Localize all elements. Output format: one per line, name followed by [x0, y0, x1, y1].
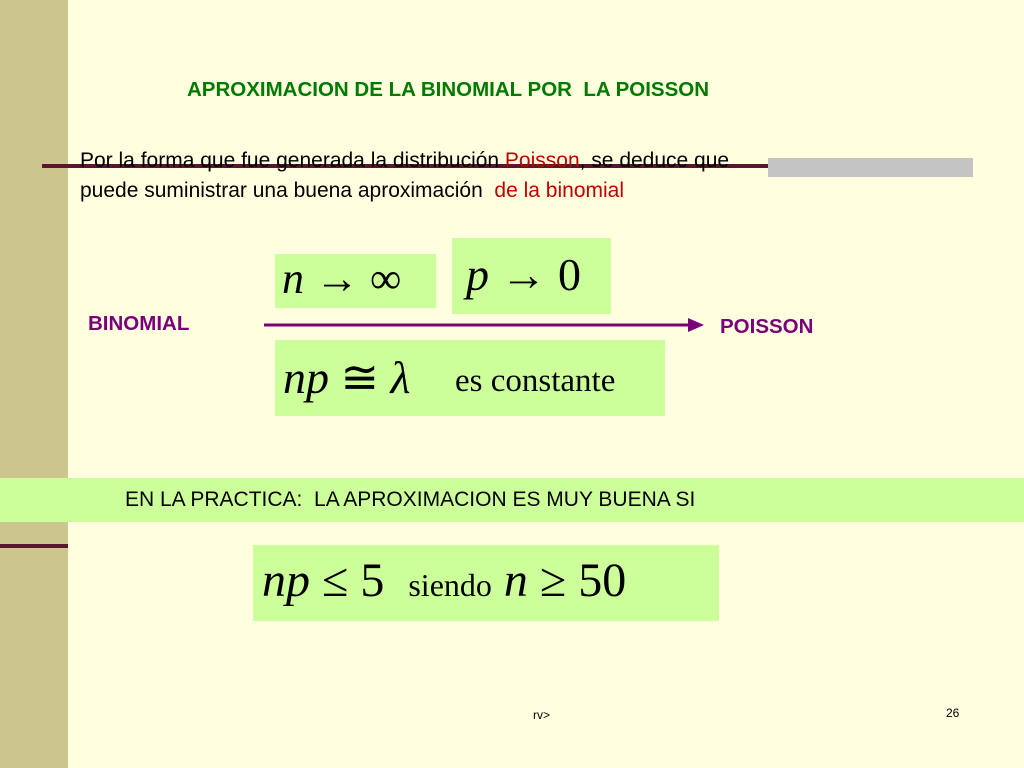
greater-equal-symbol: ≥	[539, 554, 567, 607]
condition-np-var: np	[262, 554, 310, 607]
formula-p-to-zero	[466, 249, 581, 300]
condition-n-var: n	[503, 554, 528, 607]
zero-value: 0	[558, 249, 581, 300]
label-poisson: POISSON	[720, 315, 814, 338]
paragraph-highlight-binomial: de la binomial	[494, 179, 625, 202]
formula-np-lambda	[283, 352, 411, 403]
paragraph-text: Por la forma que fue generada la distribución	[80, 149, 505, 172]
approx-equal-symbol: ≅	[340, 352, 380, 403]
left-decorative-band	[0, 0, 68, 768]
formula-np-var: np	[283, 352, 329, 403]
formula-n-to-infinity	[282, 254, 402, 303]
bottom-divider-bar	[0, 544, 68, 548]
lambda-symbol: λ	[390, 352, 411, 403]
es-constante-text: es constante	[455, 363, 616, 399]
condition-formula	[262, 554, 627, 607]
formula-p-var: p	[466, 249, 489, 300]
infinity-symbol: ∞	[370, 254, 402, 303]
arrow-symbol: →	[315, 254, 359, 303]
paragraph-highlight-poisson: Poisson	[504, 149, 580, 172]
paragraph-line-2	[80, 176, 970, 206]
binomial-to-poisson-arrow	[262, 314, 708, 336]
paragraph-text: , se deduce que	[579, 149, 730, 172]
arrow-symbol: →	[500, 249, 547, 300]
paragraph-line-1	[80, 146, 970, 176]
paragraph-text: puede suministrar una buena aproximación	[80, 179, 495, 202]
siendo-text: siendo	[408, 567, 492, 603]
condition-value-50: 50	[578, 554, 627, 607]
footer-author: rv>	[533, 708, 551, 722]
slide-title: APROXIMACION DE LA BINOMIAL POR LA POISSON	[187, 78, 710, 101]
slide-number: 26	[946, 706, 960, 720]
intro-paragraph	[80, 146, 970, 206]
practica-text: EN LA PRACTICA: LA APROXIMACION ES MUY BUENA SI	[125, 488, 696, 511]
label-binomial: BINOMIAL	[88, 312, 190, 335]
formula-n-var: n	[282, 254, 304, 303]
less-equal-symbol: ≤	[322, 554, 349, 607]
practica-band	[0, 478, 1024, 522]
condition-value-5: 5	[360, 554, 385, 607]
